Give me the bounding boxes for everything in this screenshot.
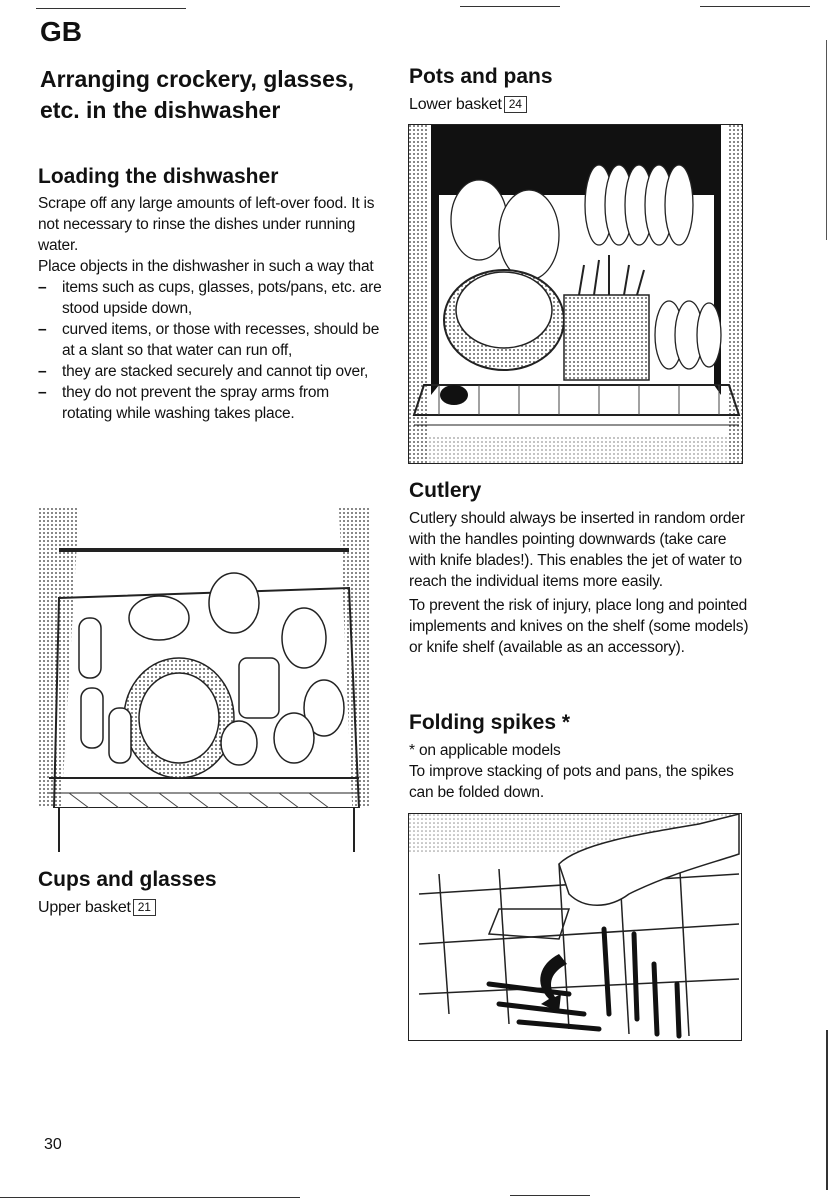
figure-reference: 24 (504, 96, 527, 113)
figure-reference: 21 (133, 899, 156, 916)
spikes-p1: To improve stacking of pots and pans, the spikes can be folded down. (409, 763, 734, 801)
spikes-text (409, 740, 749, 803)
list-item: – they are stacked securely and cannot tip over, (38, 361, 383, 382)
scan-rule (700, 6, 810, 7)
spikes-heading: Folding spikes * (409, 711, 571, 734)
scan-edge-mark (826, 1030, 828, 1190)
cups-subtitle-line (38, 897, 383, 918)
page-title: Arranging crockery, glasses, etc. in the dishwasher (40, 66, 355, 123)
scan-edge-mark (826, 40, 827, 240)
cutlery-p1: Cutlery should always be inserted in random order with the handles pointing downwards (take care with knife blades!). This enables the jet of water to reach the individual items more easily. (409, 510, 745, 590)
scan-rule (0, 1197, 300, 1198)
pots-subtitle: Lower basket (409, 96, 502, 113)
spikes-note: * on applicable models (409, 742, 561, 759)
scan-rule (510, 1195, 590, 1196)
folding-spikes-illustration (408, 813, 742, 1041)
upper-basket-illustration (39, 508, 370, 852)
cups-subtitle: Upper basket (38, 899, 131, 916)
loading-heading: Loading the dishwasher (38, 165, 279, 188)
list-item: – curved items, or those with recesses, should be at a slant so that water can run off, (38, 319, 383, 361)
list-item: – they do not prevent the spray arms from rotating while washing takes place. (38, 382, 383, 424)
loading-text (38, 193, 383, 424)
cutlery-heading: Cutlery (409, 479, 482, 502)
pots-subtitle-line (409, 94, 754, 115)
lower-basket-illustration (408, 124, 743, 464)
scan-rule (460, 6, 560, 7)
pots-heading: Pots and pans (409, 65, 553, 88)
cutlery-text (409, 508, 754, 658)
scan-rule (36, 8, 186, 9)
loading-bullets (38, 277, 383, 424)
list-item: – items such as cups, glasses, pots/pans, etc. are stood upside down, (38, 277, 383, 319)
page-number: 30 (44, 1136, 62, 1153)
cutlery-p2: To prevent the risk of injury, place long and pointed implements and knives on the shelf (some models) or knife shelf (available as an accessory). (409, 597, 749, 656)
section-tag: GB (40, 16, 82, 47)
loading-place: Place objects in the dishwasher in such a way that (38, 258, 374, 275)
loading-intro: Scrape off any large amounts of left-over food. It is not necessary to rinse the dishes under running water. (38, 195, 375, 254)
cups-heading: Cups and glasses (38, 868, 217, 891)
